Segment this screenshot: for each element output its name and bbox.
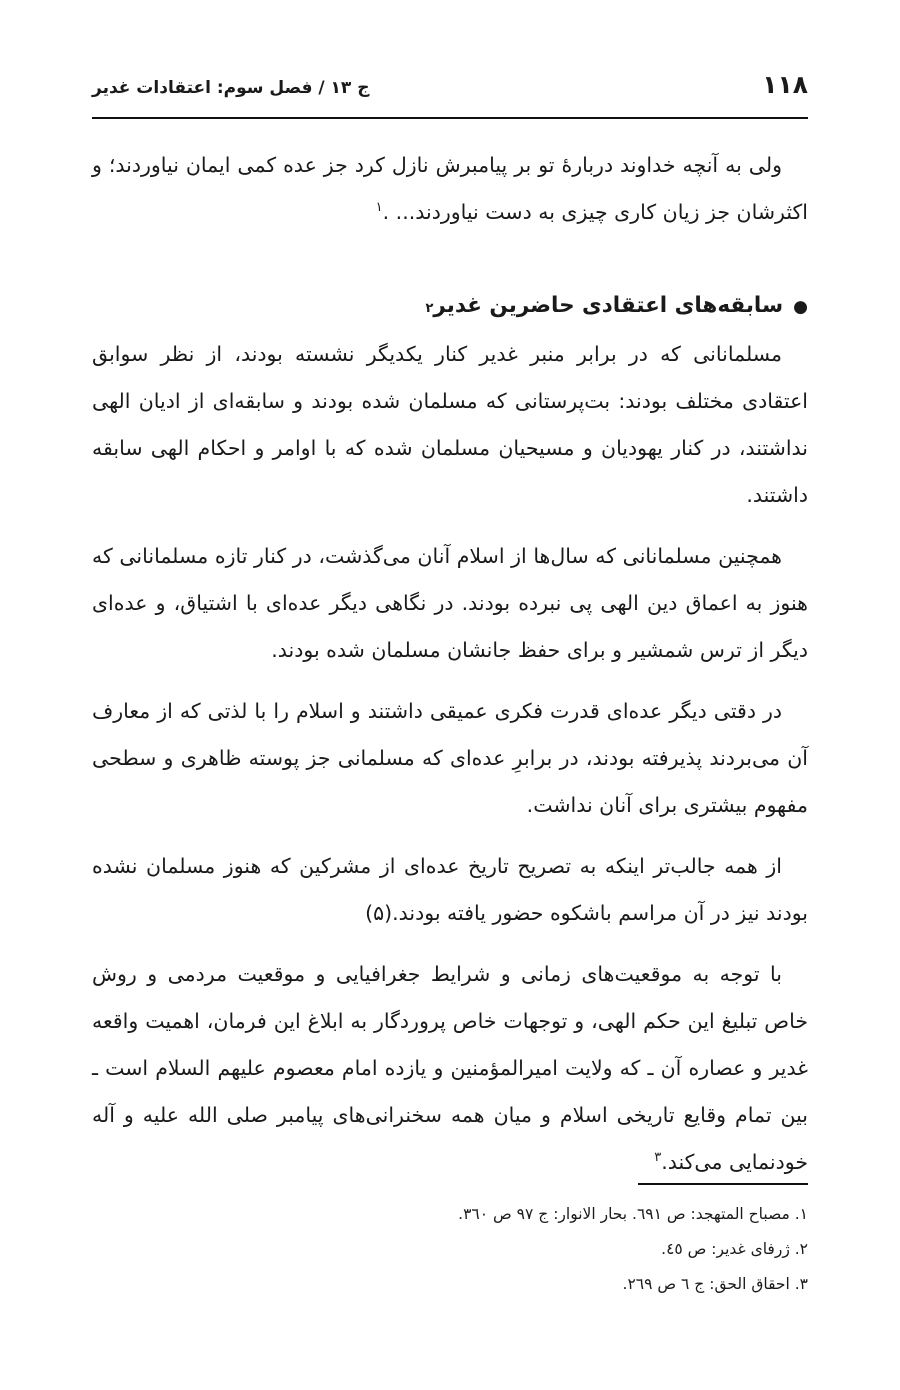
paragraph [92, 951, 808, 1186]
running-head [92, 70, 808, 99]
running-title: ج ١٣ / فصل سوم: اعتقادات غدیر [92, 78, 370, 98]
footnote-ref: ١ [375, 200, 383, 216]
footnote-rule [638, 1183, 808, 1185]
paragraph: در دقتی دیگر عده‌ای قدرت فکری عمیقی داشتند و اسلام را با لذتی که از معارف آن می‌بردند پذیرفته بودند، در برابرِ عده‌ای که مسلمانی جز پوسته ظاهری و سطحی مفهوم بیشتری برای آنان نداشت. [92, 699, 808, 817]
footnote-ref: ٣ [654, 1150, 662, 1166]
page-number: ١١٨ [762, 70, 808, 99]
quote-text: ولی به آنچه خداوند دربارهٔ تو بر پیامبرش نازل کرد جز عده کمی ایمان نیاوردند؛ و اکثرشان جز زیان کاری چیزی به دست نیاوردند... . [92, 153, 808, 224]
quote-paragraph [92, 142, 808, 236]
footnotes [92, 1197, 808, 1302]
paragraph: همچنین مسلمانانی که سال‌ها از اسلام آنان می‌گذشت، در کنار تازه مسلمانانی که هنوز به اعماق دین الهی پی نبرده بودند. در نگاهی دیگر عده‌ای با اشتیاق، و عده‌ای دیگر از ترس شمشیر و برای حفظ جانشان مسلمان شده بودند. [92, 544, 808, 662]
paragraph-text: با توجه به موقعیت‌های زمانی و شرایط جغرافیایی و موقعیت مردمی و روش خاص تبلیغ این حکم الهی، و توجهات خاص پروردگار به ابلاغ این فرمان، اهمیت واقعه غدیر و عصاره آن ـ که ولایت امیرالمؤمنین و یازده امام معصوم علیهم السلام است ـ بین تمام وقایع تاریخی اسلام و میان همه سخنرانی‌های پیامبر صلی الله علیه و آله خودنمایی می‌کند. [92, 962, 808, 1174]
header-rule [92, 117, 808, 119]
footnote-item: ٢. ژرفای غدیر: ص ٤٥. [661, 1240, 808, 1258]
section-heading-text: سابقه‌های اعتقادی حاضرین غدیر [433, 293, 784, 318]
footnote-item: ١. مصباح المتهجد: ص ٦٩١. بحار الانوار: ج ٩٧ ص ٣٦٠. [458, 1205, 808, 1223]
section-heading: ● سابقه‌های اعتقادی حاضرین غدیر ٢ [92, 282, 808, 331]
body-text [92, 142, 808, 1186]
footnote-item: ٣. احقاق الحق: ج ٦ ص ٢٦٩. [622, 1275, 808, 1293]
bullet-icon: ● [793, 297, 808, 317]
paragraph: مسلمانانی که در برابر منبر غدیر کنار یکدیگر نشسته بودند، از نظر سوابق اعتقادی مختلف بودند: بت‌پرستانی که مسلمان شده بودند و سابقه‌ای از ادیان الهی نداشتند، در کنار یهودیان و مسیحیان مسلمان شده که با اوامر و احکام الهی سابقه داشتند. [92, 342, 808, 507]
paragraph: از همه جالب‌تر اینکه به تصریح تاریخ عده‌ای از مشرکین که هنوز مسلمان نشده بودند نیز در آن مراسم باشکوه حضور یافته بودند.(۵) [92, 854, 808, 925]
